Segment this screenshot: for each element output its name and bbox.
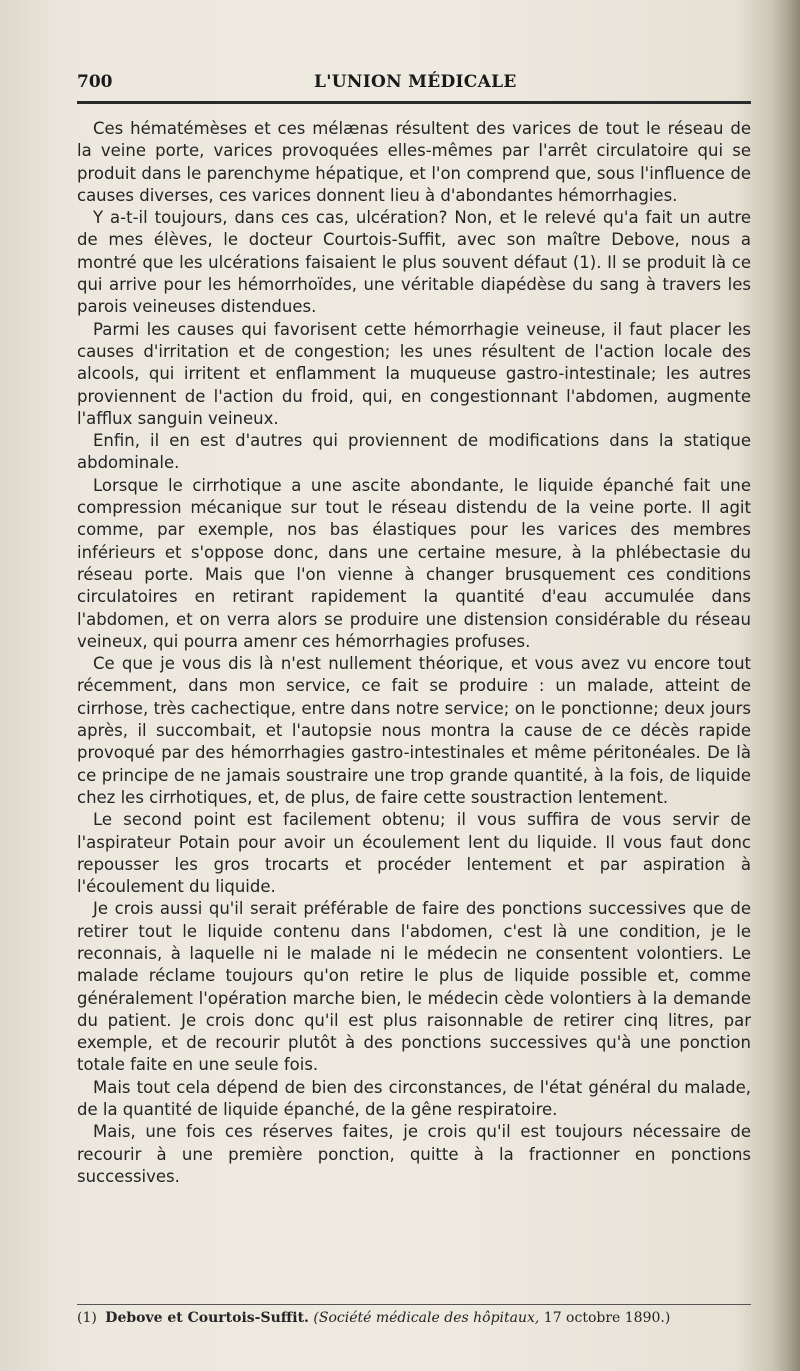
paragraph: Y a-t-il toujours, dans ces cas, ulcération? Non, et le relevé qu'a fait un autre de mes élèves, le docteur Courtois-Suffit, avec son maître Debove, nous a montré que les ulcérations faisaient le plus souvent défaut (1). Il se produit là ce qui arrive pour les hémorrhoïdes, une véritable diapédèse du sang à travers les parois veineuses distendues.: [77, 208, 751, 317]
page-number: 700: [77, 72, 113, 92]
article-body: [77, 118, 751, 1188]
paragraph: Ce que je vous dis là n'est nullement théorique, et vous avez vu encore tout récemment, dans mon service, ce fait se produire : un malade, atteint de cirrhose, très cachectique, entre dans notre service; on le ponctionne; deux jours après, il succombait, et l'autopsie nous montra la cause de ce décès rapide provoqué par des hémorrhagies gastro-intestinales et même péritonéales. De là ce principe de ne jamais soustraire une trop grande quantité, à la fois, de liquide chez les cirrhotiques, et, de plus, de faire cette soustraction lentement.: [77, 654, 751, 807]
header-rule: [77, 101, 751, 104]
footnote: [77, 1308, 751, 1328]
footnote-authors: Debove et Courtois-Suffit.: [105, 1310, 309, 1326]
paragraph: Mais, une fois ces réserves faites, je crois qu'il est toujours nécessaire de recourir à une première ponction, quitte à la fractionner en ponctions successives.: [77, 1122, 751, 1186]
paragraph: Lorsque le cirrhotique a une ascite abondante, le liquide épanché fait une compression mécanique sur tout le réseau distendu de la veine porte. Il agit comme, par exemple, nos bas élastiques pour les varices des membres inférieurs et s'oppose donc, dans une certaine mesure, à la phlébectasie du réseau porte. Mais que l'on vienne à changer brusquement ces conditions circulatoires en retirant rapidement la quantité d'eau accumulée dans l'abdomen, et on verra alors se produire une distension considérable du réseau veineux, qui pourra amenr ces hémorrhagies profuses.: [77, 475, 751, 651]
page-header: [77, 72, 751, 100]
footnote-rule: [77, 1304, 751, 1305]
page-fold-shadow: [0, 0, 60, 1371]
paragraph: Mais tout cela dépend de bien des circonstances, de l'état général du malade, de la quantité de liquide épanché, de la gêne respiratoire.: [77, 1077, 751, 1120]
page-edge-shadow: [772, 0, 800, 1371]
footnote-date: 17 octobre 1890.): [543, 1310, 671, 1326]
paragraph: Enfin, il en est d'autres qui proviennent de modifications dans la statique abdominale.: [77, 431, 751, 473]
footnote-source: (Société médicale des hôpitaux,: [313, 1310, 540, 1326]
paragraph: Je crois aussi qu'il serait préférable de faire des ponctions successives que de retirer tout le liquide contenu dans l'abdomen, c'est là une condition, je le reconnais, à laquelle ni le malade ni le médecin ne consentent volontiers. Le malade réclame toujours qu'on retire le plus de liquide possible et, comme généralement l'opération marche bien, le médecin cède volontiers à la demande du patient. Je crois donc qu'il est plus raisonnable de retirer cinq litres, par exemple, et de recourir plutôt à des ponctions successives qu'à une ponction totale faite en une seule fois.: [77, 899, 751, 1075]
footnote-marker: (1): [77, 1310, 97, 1326]
paragraph: Ces hématémèses et ces mélænas résultent des varices de tout le réseau de la veine porte, varices provoquées elles-mêmes par l'arrêt circulatoire qui se produit dans le parenchyme hépatique, et l'on comprend que, sous l'influence de causes diverses, ces varices donnent lieu à d'abondantes hémorrhagies.: [77, 119, 751, 205]
running-title: L'UNION MÉDICALE: [314, 72, 517, 92]
paragraph: Parmi les causes qui favorisent cette hémorrhagie veineuse, il faut placer les causes d'irritation et de congestion; les unes résultent de l'action locale des alcools, qui irritent et enflamment la muqueuse gastro-intestinale; les autres proviennent de l'action du froid, qui, en congestionnant l'abdomen, augmente l'afflux sanguin veineux.: [77, 319, 751, 428]
paragraph: Le second point est facilement obtenu; il vous suffira de vous servir de l'aspirateur Potain pour avoir un écoulement lent du liquide. Il vous faut donc repousser les gros trocarts et procéder lentement et par aspiration à l'écoulement du liquide.: [77, 810, 751, 897]
